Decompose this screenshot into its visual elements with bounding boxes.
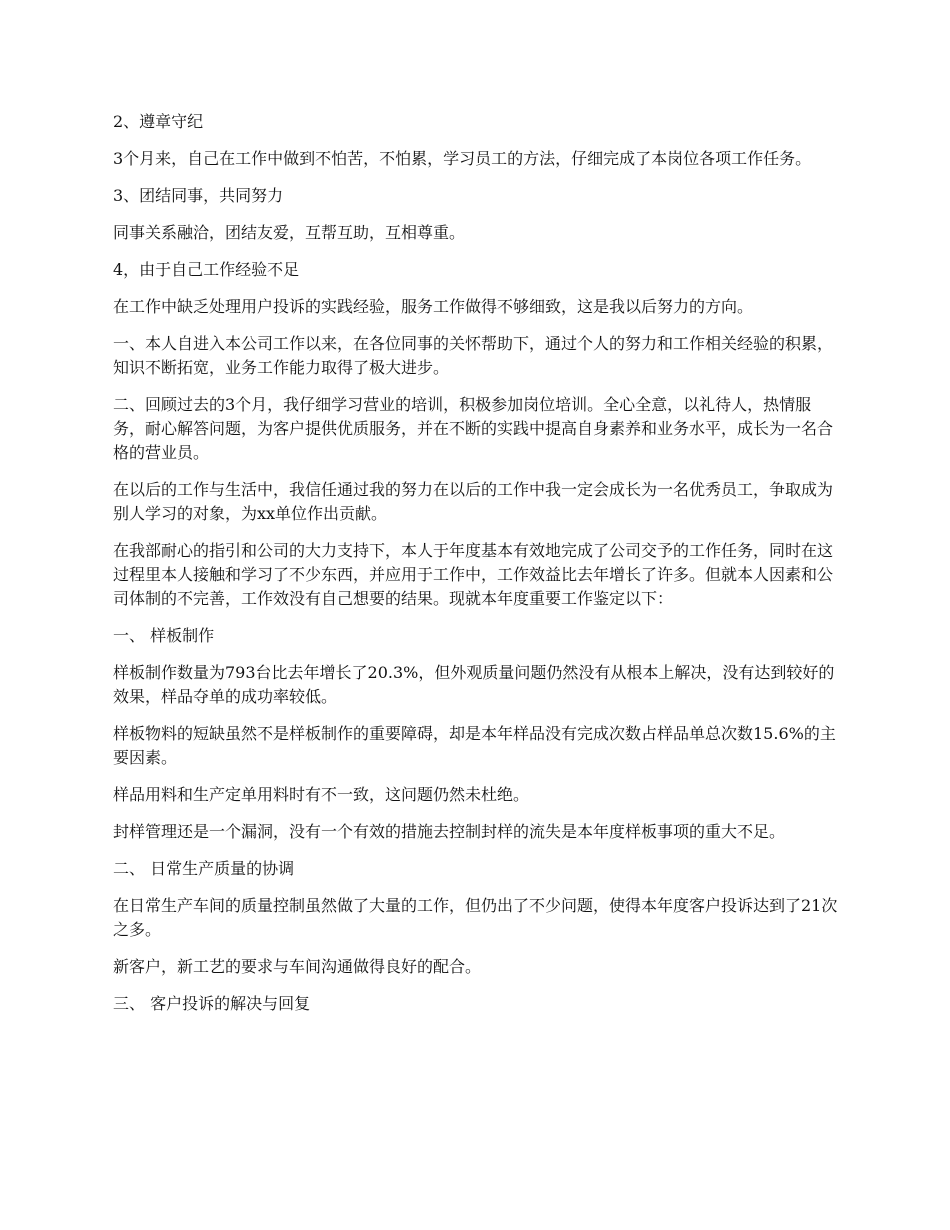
section-heading-quality-coordination: 二、 日常生产质量的协调 <box>113 859 295 878</box>
section-heading-sample-making: 一、 样板制作 <box>113 626 215 645</box>
paragraph: 3个月来，自己在工作中做到不怕苦，不怕累，学习员工的方法，仔细完成了本岗位各项工作任务。 <box>113 149 812 168</box>
paragraph: 新客户，新工艺的要求与车间沟通做得良好的配合。 <box>113 957 482 976</box>
section-heading-complaints: 三、 客户投诉的解决与回复 <box>113 994 311 1013</box>
paragraph: 在日常生产车间的质量控制虽然做了大量的工作，但仍出了不少问题，使得本年度客户投诉达到了21次之多。 <box>113 896 838 939</box>
paragraph: 在以后的工作与生活中，我信任通过我的努力在以后的工作中我一定会成长为一名优秀员工，争取成为别人学习的对象，为xx单位作出贡献。 <box>113 480 834 523</box>
paragraph: 样品用料和生产定单用料时有不一致，这问题仍然未杜绝。 <box>113 785 530 804</box>
paragraph: 样板制作数量为793台比去年增长了20.3%，但外观质量问题仍然没有从根本上解决，没有达到较好的效果，样品夺单的成功率较低。 <box>113 663 835 706</box>
section-heading-discipline: 2、遵章守纪 <box>113 112 204 131</box>
paragraph: 样板物料的短缺虽然不是样板制作的重要障碍，却是本年样品没有完成次数占样品单总次数15.6%的主要因素。 <box>113 724 836 767</box>
document-body <box>113 110 843 1029</box>
paragraph: 在我部耐心的指引和公司的大力支持下，本人于年度基本有效地完成了公司交予的工作任务，同时在这过程里本人接触和学习了不少东西，并应用于工作中，工作效益比去年增长了许多。但就本人因素和公司体制的不完善，工作效没有自己想要的结果。现就本年度重要工作鉴定以下： <box>113 541 834 608</box>
paragraph: 封样管理还是一个漏洞，没有一个有效的措施去控制封样的流失是本年度样板事项的重大不足。 <box>113 822 786 841</box>
paragraph: 同事关系融洽，团结友爱，互帮互助，互相尊重。 <box>113 223 466 242</box>
paragraph: 二、回顾过去的3个月，我仔细学习营业的培训，积极参加岗位培训。全心全意，以礼待人，热情服务，耐心解答问题，为客户提供优质服务，并在不断的实践中提高自身素养和业务水平，成长为一名合格的营业员。 <box>113 395 834 462</box>
paragraph: 一、本人自进入本公司工作以来，在各位同事的关怀帮助下，通过个人的努力和工作相关经验的积累，知识不断拓宽，业务工作能力取得了极大进步。 <box>113 334 834 377</box>
section-heading-teamwork: 3、团结同事，共同努力 <box>113 186 284 205</box>
paragraph: 在工作中缺乏处理用户投诉的实践经验，服务工作做得不够细致，这是我以后努力的方向。 <box>113 297 754 316</box>
section-heading-experience: 4，由于自己工作经验不足 <box>113 260 300 279</box>
